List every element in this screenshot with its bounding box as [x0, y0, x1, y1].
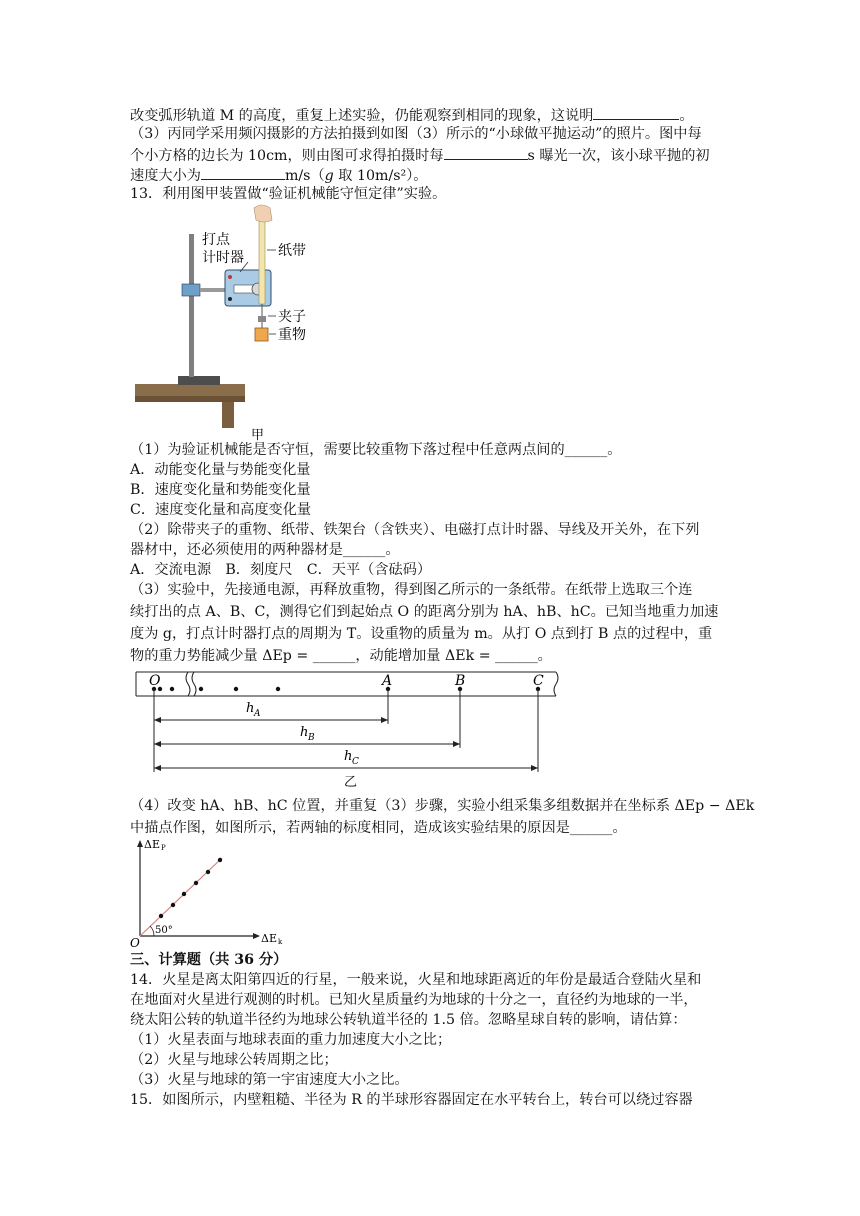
label-O: O — [149, 673, 161, 689]
x-axis-label-sub: k — [278, 938, 283, 946]
data-point — [159, 914, 163, 918]
arrowhead — [154, 717, 161, 723]
label-timer-line2: 计时器 — [202, 250, 244, 266]
q14-line3: 绕太阳公转的轨道半径约为地球公转轨道半径的 1.5 倍。忽略星球自转的影响，请估算： — [130, 1012, 687, 1028]
label-clip: 夹子 — [278, 309, 306, 325]
text-span: 个小方格的边长为 10cm，则由图可求得拍摄时每 — [130, 148, 444, 164]
label-hC-sub: C — [352, 757, 359, 767]
label-hA-sub: A — [254, 709, 261, 719]
tape-break-left — [186, 672, 190, 696]
q13-part2-line2: 器材中，还必须使用的两种器材是______。 — [130, 542, 400, 558]
section-heading: 三、计算题（共 36 分） — [130, 952, 288, 968]
fit-line — [140, 858, 222, 936]
hand-icon — [254, 205, 272, 222]
paper-tape — [259, 216, 265, 304]
question-13: 13．利用图甲装置做“验证机械能守恒定律”实验。 — [130, 186, 447, 202]
q13-part3-line3: 度为 g，打点计时器打点的周期为 T。设重物的质量为 m。从打 O 点到打 B 点的过程中，重 — [130, 626, 713, 642]
text-span: s 曝光一次，该小球平抛的初 — [527, 148, 710, 164]
label-weight: 重物 — [278, 327, 306, 343]
text-line: （3）丙同学采用频闪摄影的方法拍摄到如图（3）所示的“小球做平抛运动”的照片。图中每 — [130, 126, 702, 142]
q13-part3-line4: 物的重力势能减少量 ΔEp = ______，动能增加量 ΔEk = ______。 — [130, 648, 552, 664]
label-hB-sub: B — [308, 733, 315, 743]
tape-end-right — [554, 672, 558, 696]
q13-part1: （1）为验证机械能是否守恒，需要比较重物下落过程中任意两点间的______。 — [130, 442, 622, 458]
answer-blank[interactable] — [444, 144, 528, 160]
option-1B: B．速度变化量和势能变化量 — [130, 482, 311, 498]
option-2: A．交流电源 B．刻度尺 C．天平（含砝码） — [130, 562, 432, 578]
text-line — [130, 104, 694, 126]
angle-arc — [150, 926, 154, 936]
q14-part1: （1）火星表面与地球表面的重力加速度大小之比； — [130, 1032, 452, 1048]
label-timer-line1: 打点 — [202, 232, 230, 248]
timer-terminal-red — [228, 275, 232, 279]
origin-label: O — [130, 936, 140, 948]
label-tape: 纸带 — [278, 243, 306, 259]
label-hB: h — [300, 725, 309, 740]
x-axis-arrow — [253, 933, 260, 939]
label-C: C — [533, 673, 544, 689]
y-axis-arrow — [137, 840, 143, 847]
weight-block — [255, 328, 268, 341]
q14-part2: （2）火星与地球公转周期之比； — [130, 1052, 338, 1068]
q14-part3: （3）火星与地球的第一宇宙速度大小之比。 — [130, 1072, 409, 1088]
x-axis-label: ΔE — [261, 932, 277, 945]
tape-dot — [199, 687, 203, 691]
q13-part4-line2: 中描点作图，如图所示，若两轴的标度相同，造成该实验结果的原因是______。 — [130, 820, 627, 836]
q13-part2-line1: （2）除带夹子的重物、纸带、铁架台（含铁夹）、电磁打点计时器、导线及开关外，在下列 — [130, 522, 700, 538]
q14-line1: 14．火星是离太阳第四近的行星，一般来说，火星和地球距离近的年份是最适合登陆火星和 — [130, 972, 702, 988]
caption-jia: 甲 — [251, 428, 265, 442]
text-span: 速度大小为 — [130, 168, 201, 184]
data-point — [194, 881, 198, 885]
figure-yi-tape — [130, 668, 570, 788]
tape-dot — [234, 687, 238, 691]
arrowhead — [154, 765, 161, 771]
option-1C: C．速度变化量和高度变化量 — [130, 502, 312, 518]
figure-jia-apparatus — [130, 204, 330, 442]
tape-dot — [276, 687, 280, 691]
desk-leg — [222, 402, 234, 428]
timer-terminal-black — [228, 297, 232, 301]
desk-top — [135, 384, 245, 396]
label-hA: h — [246, 701, 255, 716]
rod-clamp — [182, 284, 200, 296]
figure-energy-graph — [128, 836, 298, 948]
data-point — [206, 870, 210, 874]
desk-edge — [135, 396, 245, 402]
clip — [258, 316, 266, 322]
text-span: 取 10m/s²）。 — [333, 168, 428, 184]
label-A: A — [382, 673, 393, 689]
y-axis-label-sub: P — [161, 844, 166, 852]
text-line — [130, 144, 710, 166]
arrowhead — [381, 717, 388, 723]
y-axis-label: ΔE — [144, 838, 160, 851]
data-point — [182, 892, 186, 896]
text-span: g — [324, 168, 334, 184]
data-point — [218, 858, 222, 862]
option-1A: A．动能变化量与势能变化量 — [130, 462, 311, 478]
angle-label: 50° — [155, 925, 173, 936]
data-point — [171, 903, 175, 907]
text-span: m/s（ — [284, 168, 325, 184]
stand-base — [178, 376, 220, 385]
answer-blank[interactable] — [593, 104, 679, 120]
tape-dot — [170, 687, 174, 691]
text-line — [130, 164, 428, 186]
q13-part3-line1: （3）实验中，先接通电源，再释放重物，得到图乙所示的一条纸带。在纸带上选取三个连 — [130, 582, 693, 598]
text-span: 改变弧形轨道 M 的高度，重复上述实验，仍能观察到相同的现象，这说明 — [130, 108, 594, 124]
label-hC: h — [344, 749, 353, 764]
arrowhead — [453, 741, 460, 747]
stand-rod — [189, 234, 194, 377]
label-B: B — [455, 673, 466, 689]
answer-blank[interactable] — [201, 164, 285, 180]
tape-break-right — [192, 672, 196, 696]
text-span: 。 — [679, 108, 694, 124]
q15-line1: 15．如图所示，内壁粗糙、半径为 R 的半球形容器固定在水平转台上，转台可以绕过容器 — [130, 1092, 693, 1108]
caption-yi: 乙 — [344, 775, 358, 788]
arrowhead — [531, 765, 538, 771]
q13-part3-line2: 续打出的点 A、B、C，测得它们到起始点 O 的距离分别为 hA、hB、hC。已知当地重力加速 — [130, 604, 719, 620]
q13-part4-line1: （4）改变 hA、hB、hC 位置，并重复（3）步骤，实验小组采集多组数据并在坐标系 ΔEp − ΔEk — [130, 798, 755, 814]
arrowhead — [154, 741, 161, 747]
q14-line2: 在地面对火星进行观测的时机。已知火星质量约为地球的十分之一，直径约为地球的一半， — [130, 992, 698, 1008]
